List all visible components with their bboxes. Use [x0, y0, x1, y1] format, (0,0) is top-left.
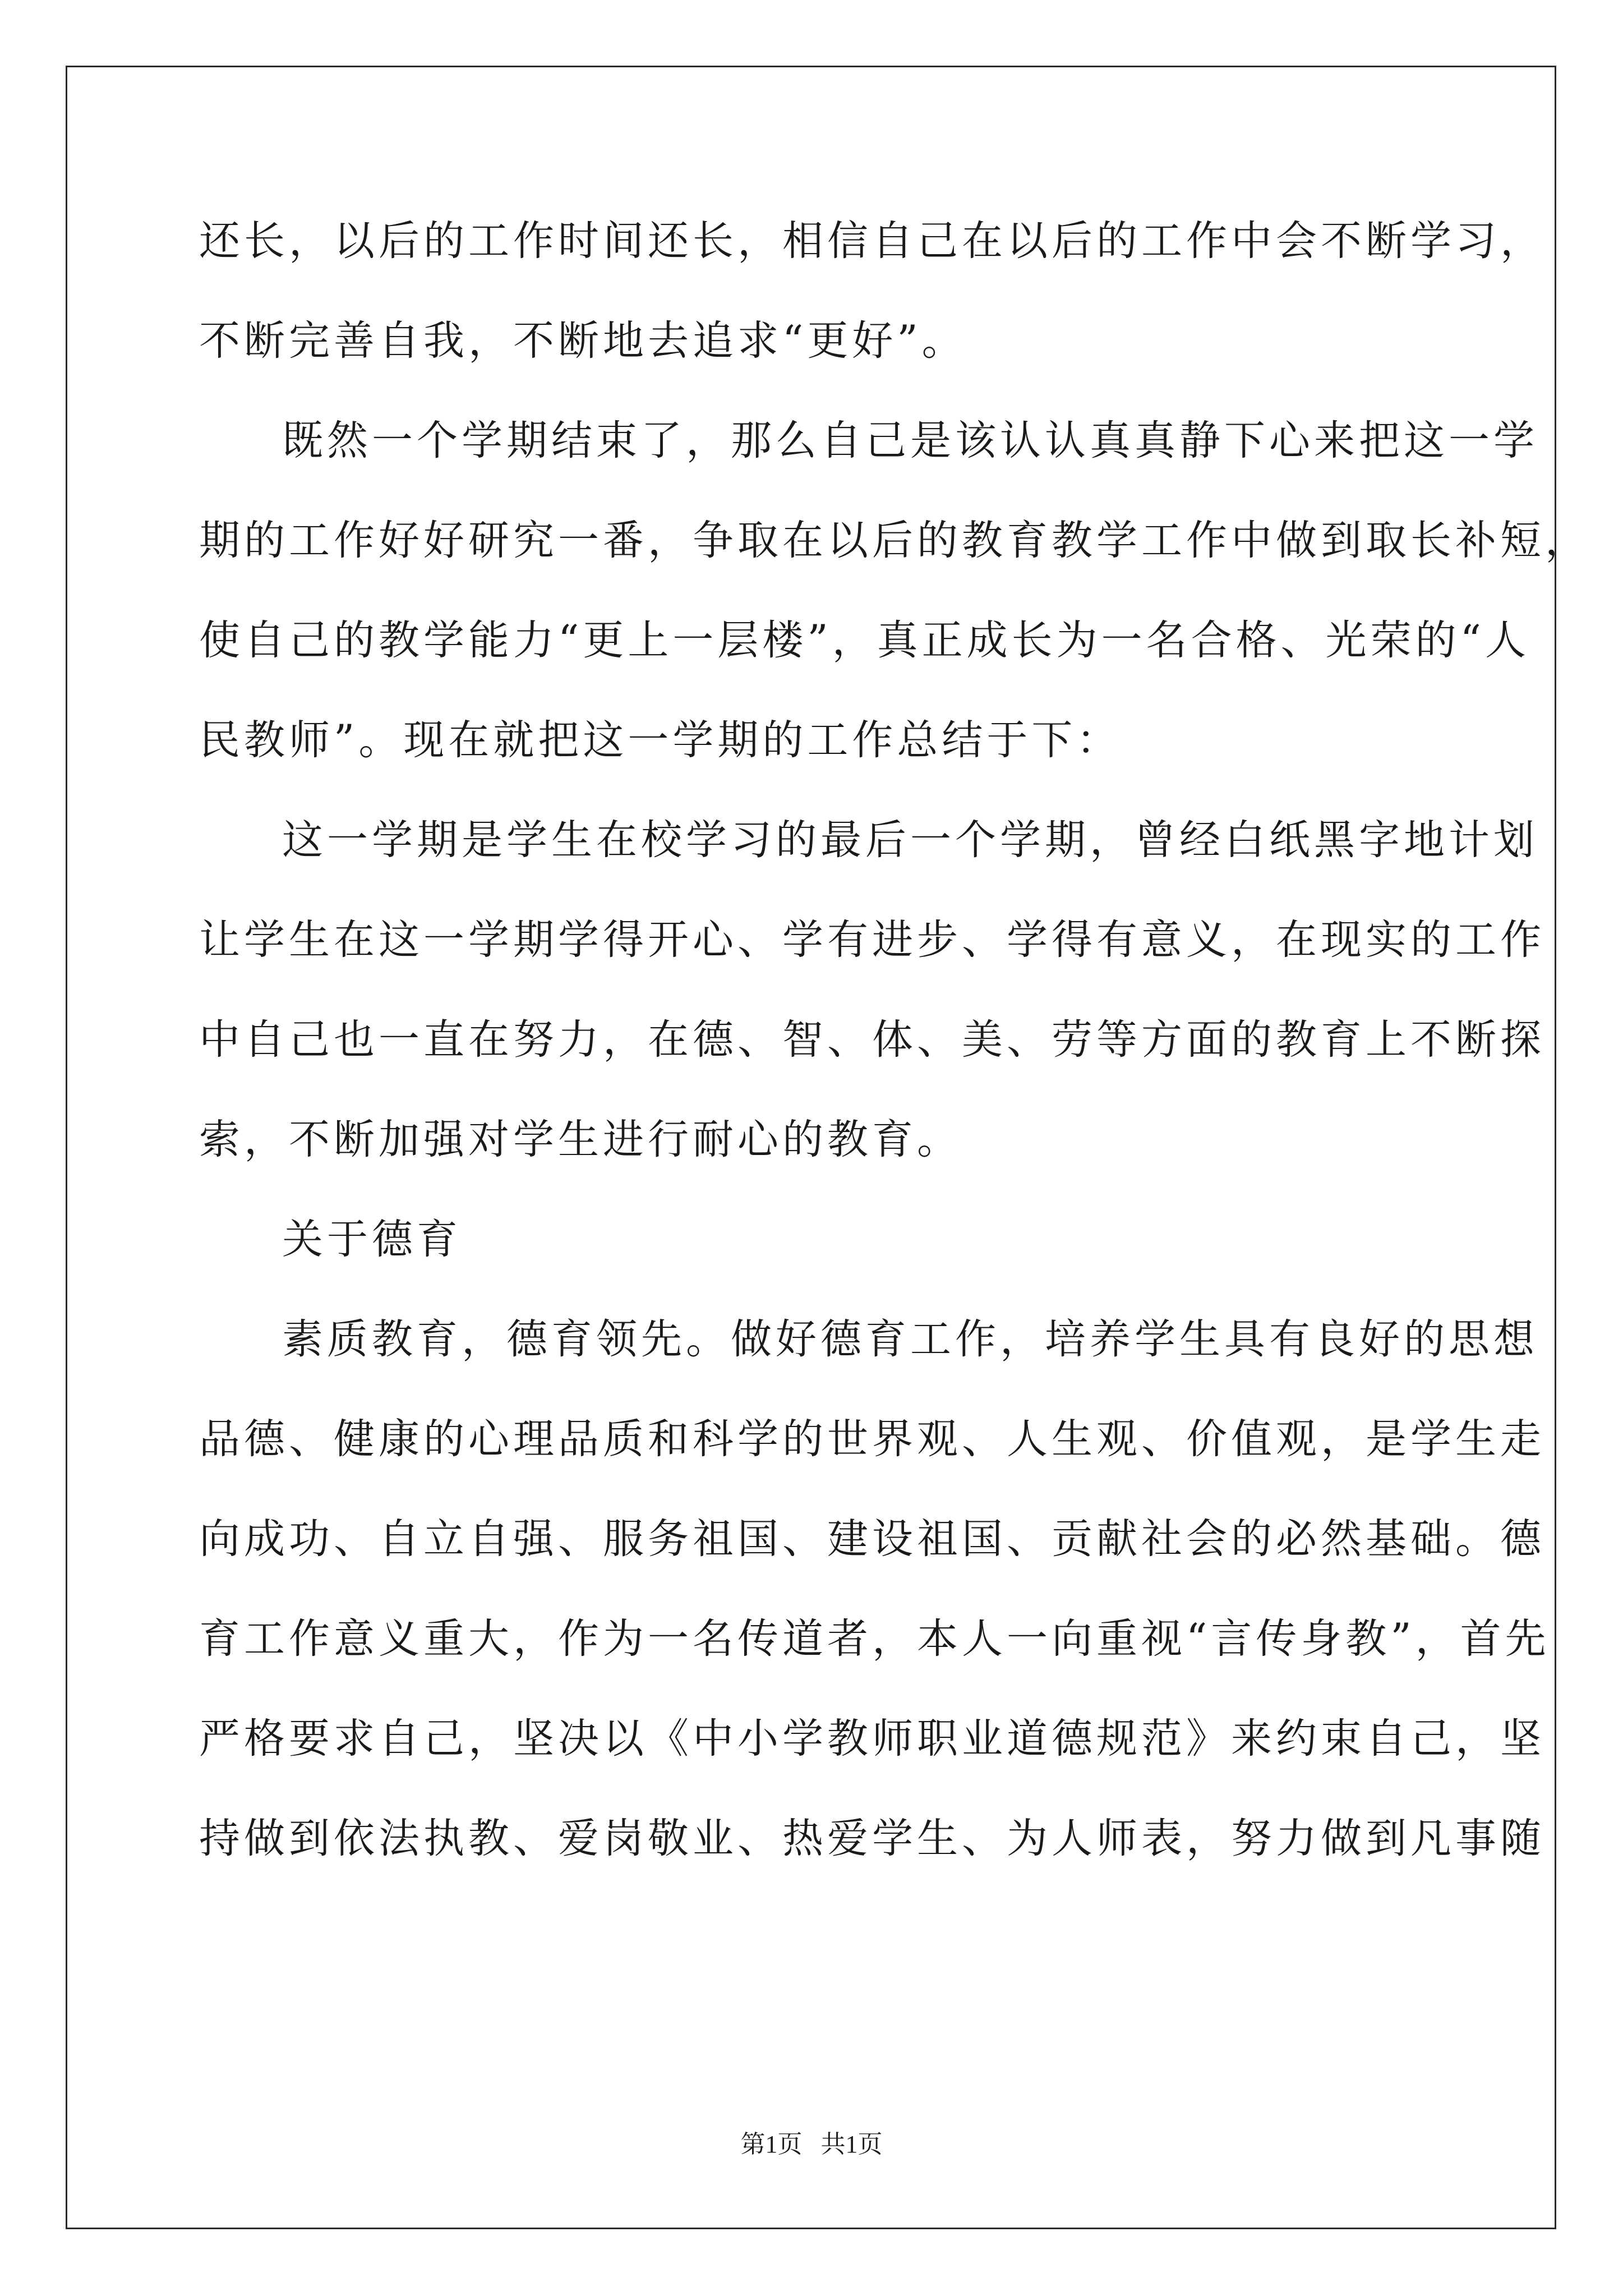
page-number-footer: 第1页 共1页 — [740, 2131, 883, 2158]
paragraph-start-line: 既然一个学期结束了，那么自己是该认认真真静下心来把这一学 — [282, 417, 1538, 464]
text-line: 期的工作好好研究一番，争取在以后的教育教学工作中做到取长补短， — [199, 517, 1590, 564]
text-line: 索，不断加强对学生进行耐心的教育。 — [199, 1116, 962, 1163]
text-line: 不断完善自我，不断地去追求“更好”。 — [199, 317, 967, 365]
text-line: 民教师”。现在就把这一学期的工作总结于下： — [199, 716, 1122, 764]
text-line: 向成功、自立自强、服务祖国、建设祖国、贡献社会的必然基础。德 — [199, 1515, 1545, 1563]
text-line: 持做到依法执教、爱岗敬业、热爱学生、为人师表，努力做到凡事随 — [199, 1815, 1545, 1862]
paragraph-start-line: 素质教育，德育领先。做好德育工作，培养学生具有良好的思想 — [282, 1315, 1538, 1363]
text-line: 育工作意义重大，作为一名传道者，本人一向重视“言传身教”，首先 — [199, 1615, 1550, 1663]
text-line: 品德、健康的心理品质和科学的世界观、人生观、价值观，是学生走 — [199, 1415, 1545, 1463]
text-line: 严格要求自己，坚决以《中小学教师职业道德规范》来约束自己，坚 — [199, 1715, 1545, 1763]
text-line: 使自己的教学能力“更上一层楼”，真正成长为一名合格、光荣的“人 — [199, 616, 1530, 664]
text-line: 还长，以后的工作时间还长，相信自己在以后的工作中会不断学习， — [199, 217, 1545, 265]
paragraph-start-line: 这一学期是学生在校学习的最后一个学期，曾经白纸黑字地计划 — [282, 816, 1538, 864]
text-line: 让学生在这一学期学得开心、学有进步、学得有意义，在现实的工作 — [199, 916, 1545, 964]
text-line: 中自己也一直在努力，在德、智、体、美、劳等方面的教育上不断探 — [199, 1016, 1545, 1064]
section-heading: 关于德育 — [282, 1216, 462, 1263]
